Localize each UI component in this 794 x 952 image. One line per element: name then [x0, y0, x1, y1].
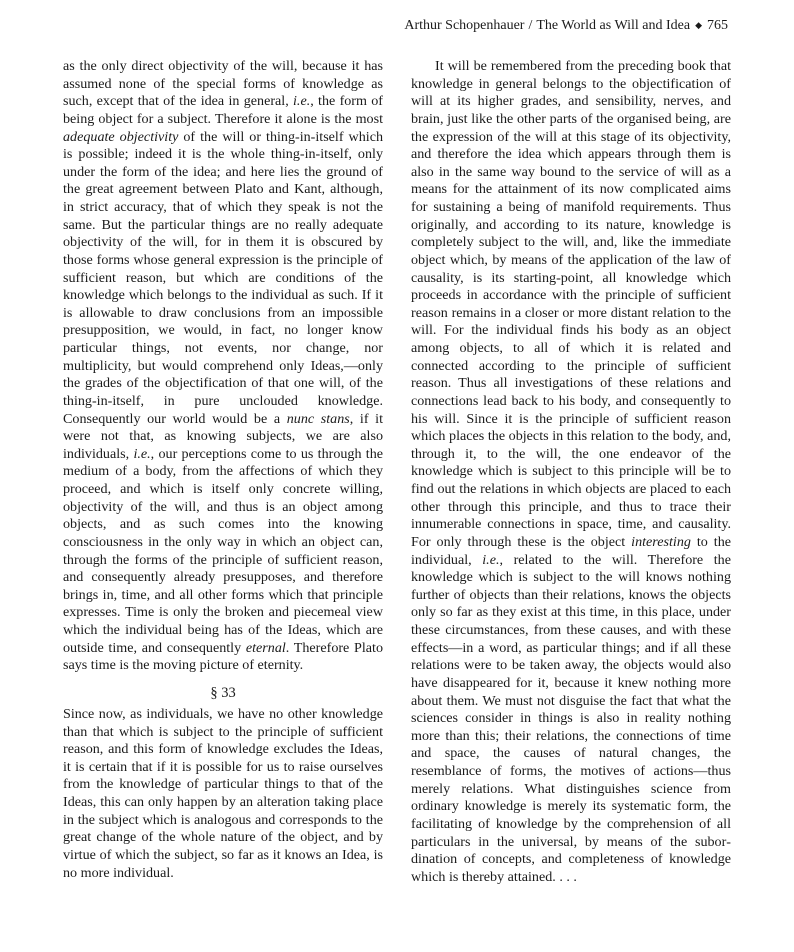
- text-run: to the individual,: [411, 533, 732, 568]
- text-run: , the form of being object for a subject. Therefore it alone is the most: [63, 93, 383, 127]
- italic-run: eternal: [245, 639, 286, 656]
- header-book-title: The World as Will and Idea: [536, 18, 691, 33]
- text-run: , related to the will. Therefore the knowledge which is subject to the will knows nothing further of objects than their relations, knows the objects only so far as they exist at this time, in this place, under these circumstances, from these causes, and with these effects—in a word, as particular things; and if all these relations were to be taken away, the objects would also have disappeared for it, because it knew nothing more about them. We must not disguise the fact that what the sciences consider in things is also in reality nothing more than this; their relations, the connections of time and space, the causes of natural changes, the resemblance of forms, the motives of actions—thus merely relations. What distinguishes science from ordinary knowledge is merely its systematic form, the facilitating of knowledge by the comprehension of all particulars in the universal, by means of the subordination of concepts, and completeness of knowledge which is thereby attained. . . .: [411, 551, 731, 885]
- right-paragraph-1: [411, 58, 731, 886]
- diamond-ornament-icon: ◆: [695, 20, 702, 30]
- italic-run: interesting: [631, 533, 691, 550]
- left-paragraph-1: [63, 58, 383, 675]
- text-run: , if it were not that, as knowing subjects, we are also individuals,: [63, 410, 383, 462]
- text-run: It will be remembered from the preceding book that knowledge in general belongs to the objectification of will at its higher grades, and sensibility, nerves, and brain, just like the other parts of the organised being, are the expression of the will at this stage of its objectivity, and therefore the idea which appears through them is also in the same way bound to the service of will as a means for the attainment of its now complicated aims for sustaining a being of manifold requirements. Thus originally, and according to its nature, knowledge is completely subject to the will, and, like the immediate object which, by means of the application of the law of causality, is its starting-point, all knowledge which proceeds in accordance with the principle of sufficient reason remains in a closer or more distant relation to the will. For the individual finds his body as an object among objects, to all of which it is related and connected according to the principle of sufficient reason. Thus all investigations of these relations and connections lead back to his body, and consequently to his will. Since it is the principle of sufficient reason which places the objects in this relation to the body, and, through it, to the will, the one endeavor of the knowledge which is subject to this principle will be to find out the relations in which objects are placed to each other through this principle, and thus to trace their innumerable connections in space, time, and causality. For only through these is the object: [411, 58, 731, 550]
- italic-run: i.e.: [482, 551, 500, 568]
- page-number: 765: [707, 18, 728, 33]
- header-separator: /: [528, 18, 533, 33]
- section-heading: § 33: [210, 684, 236, 701]
- italic-run: nunc stans: [286, 410, 350, 427]
- italic-run: adequate objectivity: [63, 128, 179, 145]
- italic-run: i.e.: [133, 445, 151, 462]
- text-run: as the only direct objectivity of the will, because it has assumed none of the special forms of knowledge as such, except that of the idea in general,: [63, 58, 383, 110]
- text-run: , our perceptions come to us through the medium of a body, from the affections of which they proceed, and which is itself only concrete willing, objectivity of the will, and thus is an object among objects, and as such comes into the knowing consciousness in the only way in which an object can, through the forms of the principle of sufficient reason, and consequently already presupposes, and therefore brings in, time, and all other forms which that principle expresses. Time is only the broken and piecemeal view which the individual being has of the Ideas, which are outside time, and consequently: [63, 445, 384, 656]
- right-column: [411, 58, 731, 886]
- header-author: Arthur Schopenhauer: [404, 18, 525, 33]
- left-column: [63, 58, 383, 882]
- italic-run: i.e.: [293, 93, 311, 110]
- text-run: . Therefore Plato says time is the moving picture of eternity.: [63, 639, 383, 674]
- running-header: [340, 17, 728, 35]
- left-paragraph-2: Since now, as individuals, we have no other knowledge than that which is subject to the principle of sufficient reason, and this form of knowledge excludes the Ideas, it is certain that if it is possible for us to raise ourselves from the knowledge of particular things to that of the Ideas, this can only happen by an alteration taking place in the subject which is analogous and corresponds to the great change of the whole nature of the object, and by virtue of which the subject, so far as it knows an Idea, is no more individual.: [63, 705, 383, 881]
- text-run: of the will or thing-in-itself which is possible; indeed it is the whole thing-in-itself, only under the form of the idea; and here lies the ground of the great agreement between Plato and Kant, although, in strict accuracy, that of which they speak is not the same. But the particular things are no really adequate objectivity of the will, for in them it is obscured by those forms whose general expression is the principle of sufficient reason, but which are conditions of the knowledge which belongs to the individual as such. If it is allowable to draw conclusions from an impossible presupposition, we would, in fact, no longer know particular things, not events, nor change, nor multiplicity, but would comprehend only Ideas,—only the grades of the objectification of that one will, of the thing-in-itself, in pure unclouded knowledge. Consequently our world would be a: [63, 128, 383, 427]
